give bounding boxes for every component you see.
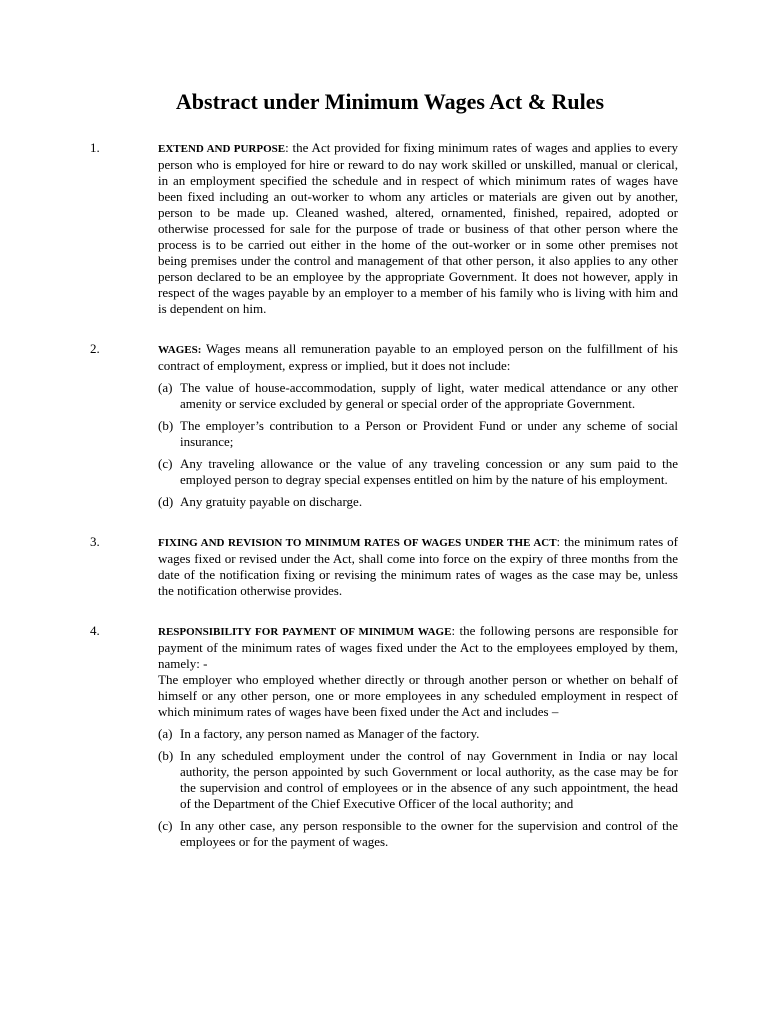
list-item-letter: (b) <box>158 418 174 433</box>
section-body <box>158 534 678 599</box>
section-text: : the Act provided for fixing minimum rates of wages and applies to every person who is employed for hire or reward to do nay work skilled or unskilled, manual or clerical, in an employment specified the schedule and in respect of which minimum rates of wages have been fixed including an out-worker to whom any articles or materials are given out by another, person to be made up. Cleaned washed, altered, ornamented, finished, repaired, adopted or otherwise processed for sale for the purpose of trade or business of that other person where the process is to be carried out either in the home of the out-worker or in some other premises not being premises under the control and management of that other person, it also applies to any other person declared to be an employee by the appropriate Government. It does not however, apply in respect of the wages payable by an employer to a member of his family who is living with him and is dependent on him. <box>158 140 678 316</box>
section-wages <box>0 341 768 510</box>
section-number: 2. <box>90 341 100 356</box>
list-item-text: In any other case, any person responsible to the owner for the supervision and control of the employees or for the payment of wages. <box>180 818 678 849</box>
section-heading: EXTEND AND PURPOSE <box>158 143 286 155</box>
section-text: Wages means all remuneration payable to an employed person on the fulfillment of his contract of employment, express or implied, but it does not include: <box>158 341 678 373</box>
section-body <box>158 623 678 850</box>
section-heading: FIXING AND REVISION TO MINIMUM RATES OF WAGES UNDER THE ACT <box>158 537 557 549</box>
exclusion-list <box>158 380 678 510</box>
section-fixing-and-revision <box>0 534 768 599</box>
section-paragraph <box>158 140 678 317</box>
list-item <box>158 748 678 812</box>
list-item <box>158 726 678 742</box>
list-item-text: Any gratuity payable on discharge. <box>180 494 363 509</box>
section-body <box>158 140 678 317</box>
list-item-text: In a factory, any person named as Manager of the factory. <box>180 726 480 741</box>
list-item-text: The value of house-accommodation, supply of light, water medical attendance or any other amenity or service excluded by general or special order of the appropriate Government. <box>180 380 678 411</box>
section-responsibility <box>0 623 768 850</box>
list-item <box>158 818 678 850</box>
section-body <box>158 341 678 510</box>
section-text: : the minimum rates of wages fixed or revised under the Act, shall come into force on the expiry of three months from the date of the notification fixing or revising the minimum rates of wages as the case may be, unless the notification otherwise provides. <box>158 534 678 598</box>
list-item <box>158 456 678 488</box>
section-text: : the following persons are responsible for payment of the minimum rates of wages fixed under the Act to the employees employed by them, namely: - <box>158 623 678 671</box>
list-item-letter: (d) <box>158 494 174 509</box>
section-paragraph <box>158 534 678 599</box>
list-item <box>158 380 678 412</box>
responsible-persons-list <box>158 726 678 850</box>
list-item-letter: (c) <box>158 818 173 833</box>
list-item <box>158 418 678 450</box>
list-item-text: In any scheduled employment under the control of nay Government in India or nay local authority, the person appointed by such Government or local authority, as the case may be for the supervision and control of employees or in the absence of any such appointment, the head of the Department of the Chief Executive Officer of the local authority; and <box>180 748 678 811</box>
section-heading: RESPONSIBILITY FOR PAYMENT OF MINIMUM WAGE <box>158 626 452 638</box>
list-item-letter: (a) <box>158 726 173 741</box>
section-number: 4. <box>90 623 100 638</box>
document-title: Abstract under Minimum Wages Act & Rules <box>175 89 605 114</box>
section-heading: WAGES: <box>158 344 202 356</box>
section-number: 1. <box>90 140 100 155</box>
section-paragraph <box>158 623 678 672</box>
list-item-letter: (a) <box>158 380 173 395</box>
section-paragraph <box>158 341 678 374</box>
list-item-text: The employer’s contribution to a Person or Provident Fund or under any scheme of social insurance; <box>180 418 678 449</box>
section-extend-and-purpose <box>0 140 768 317</box>
section-paragraph-continued: The employer who employed whether directly or through another person or whether on behalf of himself or any other person, one or more employees in any scheduled employment in respect of which minimum rates of wages have been fixed under the Act and includes – <box>158 672 678 719</box>
list-item-letter: (b) <box>158 748 174 763</box>
list-item <box>158 494 678 510</box>
list-item-letter: (c) <box>158 456 173 471</box>
section-number: 3. <box>90 534 100 549</box>
list-item-text: Any traveling allowance or the value of any traveling concession or any sum paid to the employed person to degray special expenses entitled on him by the nature of his employment. <box>180 456 678 487</box>
